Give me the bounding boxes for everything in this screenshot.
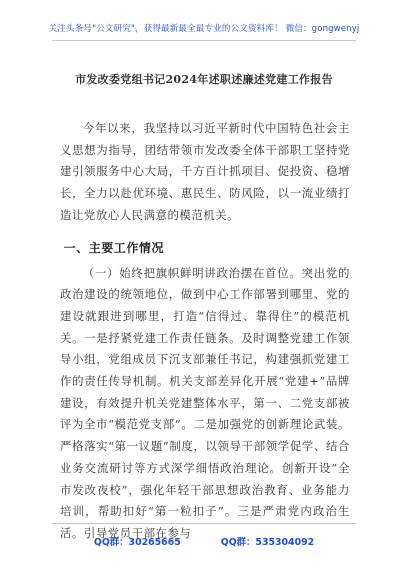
qq-group-2: QQ群：535304092	[220, 537, 315, 548]
section-heading: 一、主要工作情况	[63, 240, 164, 255]
qq-group-1: QQ群：30265665	[93, 537, 181, 548]
document-title: 市发改委党组书记2024年述职述廉述党建工作报告	[75, 73, 333, 86]
document-body	[60, 118, 350, 545]
promo-banner: 关注头条号"公文研究"，获得最新最全最专业的公文资料库！ 微信：gongwenyj	[48, 24, 360, 34]
footer	[0, 534, 408, 548]
header-divider	[52, 40, 356, 41]
intro-paragraph: 今年以来，我坚持以习近平新时代中国特色社会主义思想为指导，团结带领市发改委全体干部职工坚持党建引领服务中心大局，千方百计抓项目、促投资、稳增长，全力以赴优环境、惠民生、防风险，以一流业绩打造让党放心人民满意的模范机关。	[60, 121, 350, 222]
footer-divider	[52, 523, 356, 524]
body-paragraph: （一）始终把旗帜鲜明讲政治摆在首位。突出党的政治建设的统领地位，做到中心工作部署到哪里、党的建设就跟进到哪里，打造“信得过、靠得住”的模范机关。一是抒紧党建工作责任链条。及时调整党建工作领导小组，党组成员下沉支部兼任书记，构建强抓党建工作的责任传导机制。机关支部差异化开展“党建+”品牌建设，有效提升机关党建整体水平，第一、二党支部被评为全市“模范党支部”。二是加强党的创新理论武装。严格落实“第一议题”制度，以领导干部领学促学、结合业务交流研讨等方式深学细悟政治理论。创新开设“全市发改夜校”，强化年轻干部思想政治教育、业务能力培训，帮助扣好“第一粒扣子”。三是严肃党内政治生活。引导党员干部在参与	[60, 265, 350, 540]
